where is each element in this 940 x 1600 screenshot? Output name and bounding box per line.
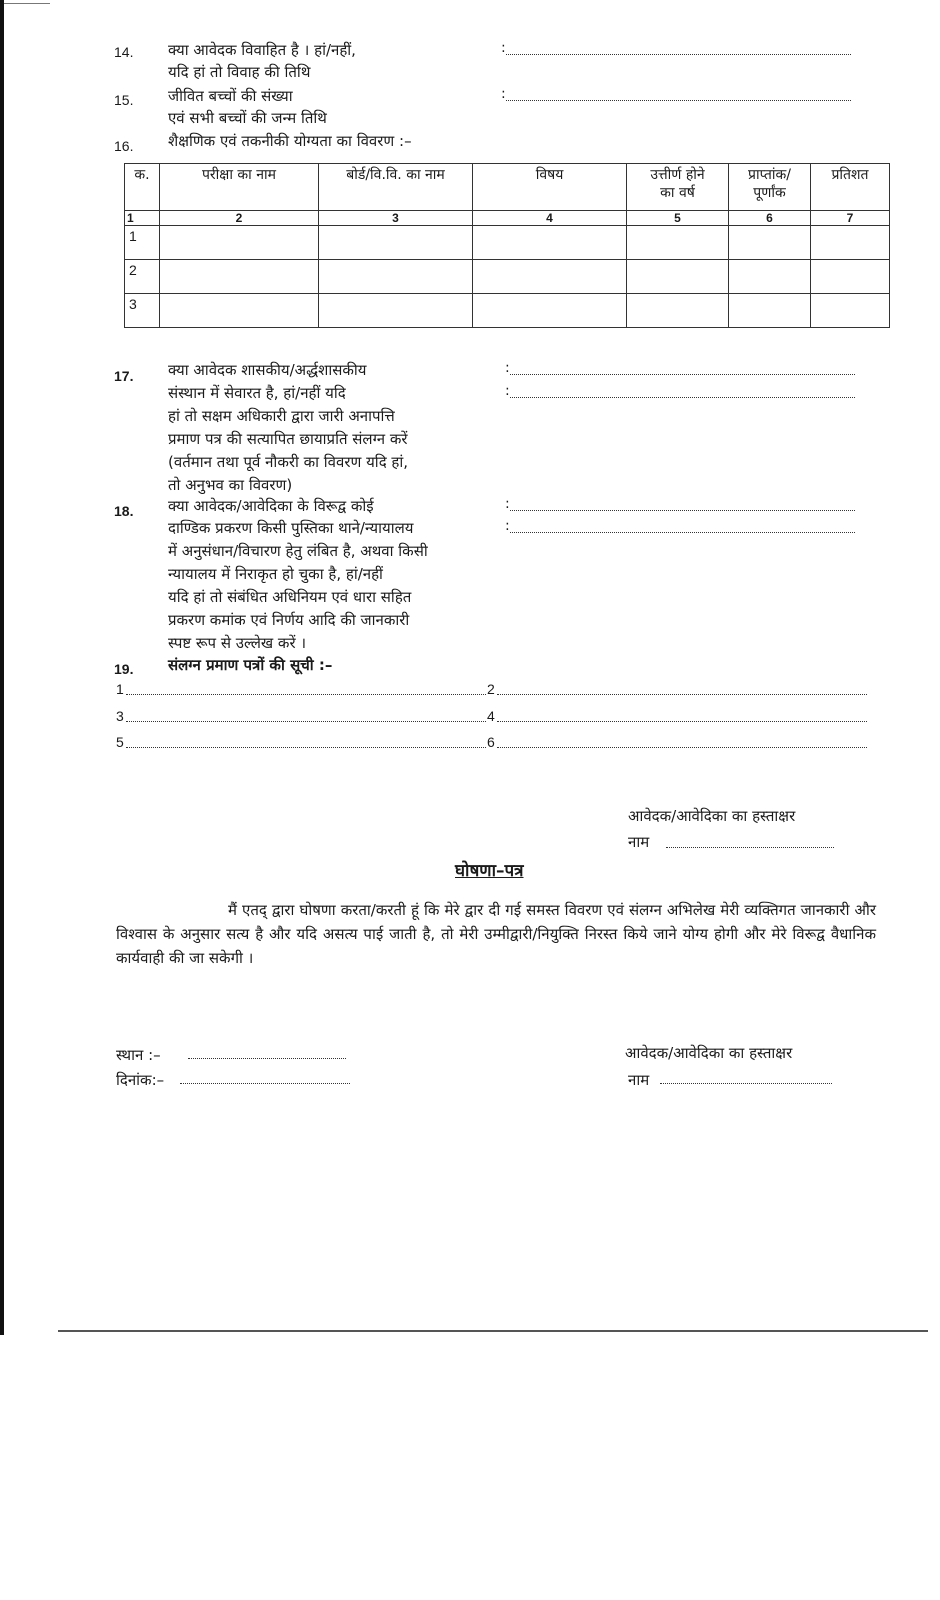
qualification-table: [124, 163, 890, 328]
place-field[interactable]: [188, 1058, 346, 1059]
footer-signature-label: आवेदक/आवेदिका का हस्ताक्षर: [625, 1044, 793, 1062]
col-header-subject: विषय: [473, 164, 627, 211]
q15-number: 15.: [114, 92, 134, 108]
col-header-pass-year-l2: का वर्ष: [660, 185, 695, 201]
certificate-list-number: 5: [116, 734, 124, 750]
q15-line1: जीवित बच्चों की संख्या: [168, 87, 293, 105]
certificate-field-3[interactable]: [126, 721, 486, 722]
certificate-list-number: 4: [487, 708, 495, 724]
q17-line: संस्थान में सेवारत है, हां/नहीं यदि: [168, 384, 346, 402]
cell-board-name[interactable]: [319, 260, 473, 294]
q18-line: दाण्डिक प्रकरण किसी पुस्तिका थाने/न्यायालय: [168, 519, 414, 537]
q18-number: 18.: [114, 503, 134, 519]
q17-colon: :: [505, 360, 510, 376]
cell-percentage[interactable]: [811, 260, 890, 294]
table-row: [125, 226, 890, 260]
col-number: 4: [473, 211, 627, 226]
left-scan-border: [0, 0, 4, 1335]
cell-board-name[interactable]: [319, 294, 473, 328]
col-header-exam-name: परीक्षा का नाम: [160, 164, 319, 211]
q17-line: तो अनुभव का विवरण): [168, 476, 293, 494]
date-field[interactable]: [180, 1083, 350, 1084]
q14-answer-field[interactable]: [506, 54, 851, 55]
cell-marks[interactable]: [729, 294, 811, 328]
cell-subject[interactable]: [473, 294, 627, 328]
q14-line2: यदि हां तो विवाह की तिथि: [168, 63, 311, 81]
col-number: 6: [729, 211, 811, 226]
cell-percentage[interactable]: [811, 294, 890, 328]
cell-subject[interactable]: [473, 226, 627, 260]
col-header-pass-year: [627, 164, 729, 211]
cell-exam-name[interactable]: [160, 260, 319, 294]
applicant-name-label: नाम: [628, 833, 650, 851]
q18-line: क्या आवेदक/आवेदिका के विरूद्व कोई: [168, 497, 374, 515]
certificate-list-number: 6: [487, 734, 495, 750]
certificate-field-5[interactable]: [126, 747, 486, 748]
certificate-list-number: 1: [116, 681, 124, 697]
col-number: 1: [125, 211, 160, 226]
col-header-marks-l2: पूर्णांक: [753, 185, 786, 201]
footer-name-field[interactable]: [660, 1083, 832, 1084]
q15-colon: :: [501, 86, 506, 102]
col-number: 2: [160, 211, 319, 226]
applicant-signature-label: आवेदक/आवेदिका का हस्ताक्षर: [628, 807, 796, 825]
q17-line: क्या आवेदक शासकीय/अर्द्धशासकीय: [168, 361, 367, 379]
q17-answer-field-1[interactable]: [510, 374, 855, 375]
q17-number: 17.: [114, 368, 134, 384]
cell-pass-year[interactable]: [627, 260, 729, 294]
certificate-field-1[interactable]: [126, 694, 486, 695]
cell-board-name[interactable]: [319, 226, 473, 260]
q18-line: यदि हां तो संबंधित अधिनियम एवं धारा सहित: [168, 588, 412, 606]
q17-colon: :: [505, 383, 510, 399]
row-sno: 2: [125, 260, 160, 294]
footer-name-label: नाम: [628, 1071, 650, 1089]
certificate-field-4[interactable]: [497, 721, 867, 722]
cell-exam-name[interactable]: [160, 294, 319, 328]
certificate-field-6[interactable]: [497, 747, 867, 748]
table-row: [125, 294, 890, 328]
table-header-row: [125, 164, 890, 211]
cell-marks[interactable]: [729, 226, 811, 260]
q17-answer-field-2[interactable]: [510, 397, 855, 398]
col-header-marks-l1: प्राप्तांक/: [748, 167, 791, 183]
col-number: 7: [811, 211, 890, 226]
bottom-page-rule: [58, 1330, 928, 1332]
top-edge-rule: [0, 3, 50, 4]
q17-line: प्रमाण पत्र की सत्यापित छायाप्रति संलग्न करें: [168, 430, 408, 448]
col-number: 3: [319, 211, 473, 226]
row-sno: 1: [125, 226, 160, 260]
certificate-list-number: 2: [487, 681, 495, 697]
row-sno: 3: [125, 294, 160, 328]
cell-pass-year[interactable]: [627, 294, 729, 328]
q17-line: हां तो सक्षम अधिकारी द्वारा जारी अनापत्ति: [168, 407, 395, 425]
cell-marks[interactable]: [729, 260, 811, 294]
q18-answer-field-1[interactable]: [510, 510, 855, 511]
cell-exam-name[interactable]: [160, 226, 319, 260]
place-label: स्थान :–: [116, 1046, 161, 1064]
q18-line: में अनुसंधान/विचारण हेतु लंबित है, अथवा किसी: [168, 542, 428, 560]
q18-colon: :: [505, 496, 510, 512]
q16-text: शैक्षणिक एवं तकनीकी योग्यता का विवरण :–: [168, 132, 412, 150]
cell-percentage[interactable]: [811, 226, 890, 260]
declaration-title: घोषणा–पत्र: [455, 861, 524, 881]
q18-colon: :: [505, 518, 510, 534]
q19-text: संलग्न प्रमाण पत्रों की सूची :–: [168, 656, 333, 674]
cell-pass-year[interactable]: [627, 226, 729, 260]
col-header-percentage: प्रतिशत: [811, 164, 890, 211]
col-number: 5: [627, 211, 729, 226]
date-label: दिनांक:–: [116, 1071, 165, 1089]
q14-number: 14.: [114, 44, 134, 60]
q18-answer-field-2[interactable]: [510, 532, 855, 533]
certificate-list-number: 3: [116, 708, 124, 724]
q16-number: 16.: [114, 138, 134, 154]
col-header-board-name: बोर्ड/वि.वि. का नाम: [319, 164, 473, 211]
table-row: [125, 260, 890, 294]
col-header-sno: क.: [125, 164, 160, 211]
q17-line: (वर्तमान तथा पूर्व नौकरी का विवरण यदि हां,: [168, 453, 409, 471]
q18-line: प्रकरण कमांक एवं निर्णय आदि की जानकारी: [168, 611, 410, 629]
declaration-text: मैं एतद् द्वारा घोषणा करता/करती हूं कि मेरे द्वार दी गई समस्त विवरण एवं संलग्न अभिलेख मेरी व्यक्तिगत जानकारी और विश्वास के अनुसार सत्य है और यदि असत्य पाई जाती है, तो मेरी उम्मीद्वारी/नियुक्ति निरस्त किये जाने योग्य होगी और मेरे विरूद्व वैधानिक कार्यवाही की जा सकेगी ।: [116, 901, 876, 967]
q18-line: न्यायालय में निराकृत हो चुका है, हां/नहीं: [168, 565, 383, 583]
q18-line: स्पष्ट रूप से उल्लेख करें ।: [168, 634, 307, 652]
q19-number: 19.: [114, 661, 134, 677]
applicant-name-field[interactable]: [666, 847, 834, 848]
column-number-row: [125, 211, 890, 226]
q14-colon: :: [501, 40, 506, 56]
q14-line1: क्या आवेदक विवाहित है । हां/नहीं,: [168, 41, 356, 59]
q15-answer-field[interactable]: [506, 100, 851, 101]
q15-line2: एवं सभी बच्चों की जन्म तिथि: [168, 109, 327, 127]
certificate-field-2[interactable]: [497, 694, 867, 695]
col-header-marks: [729, 164, 811, 211]
col-header-pass-year-l1: उत्तीर्ण होने: [650, 167, 705, 183]
cell-subject[interactable]: [473, 260, 627, 294]
